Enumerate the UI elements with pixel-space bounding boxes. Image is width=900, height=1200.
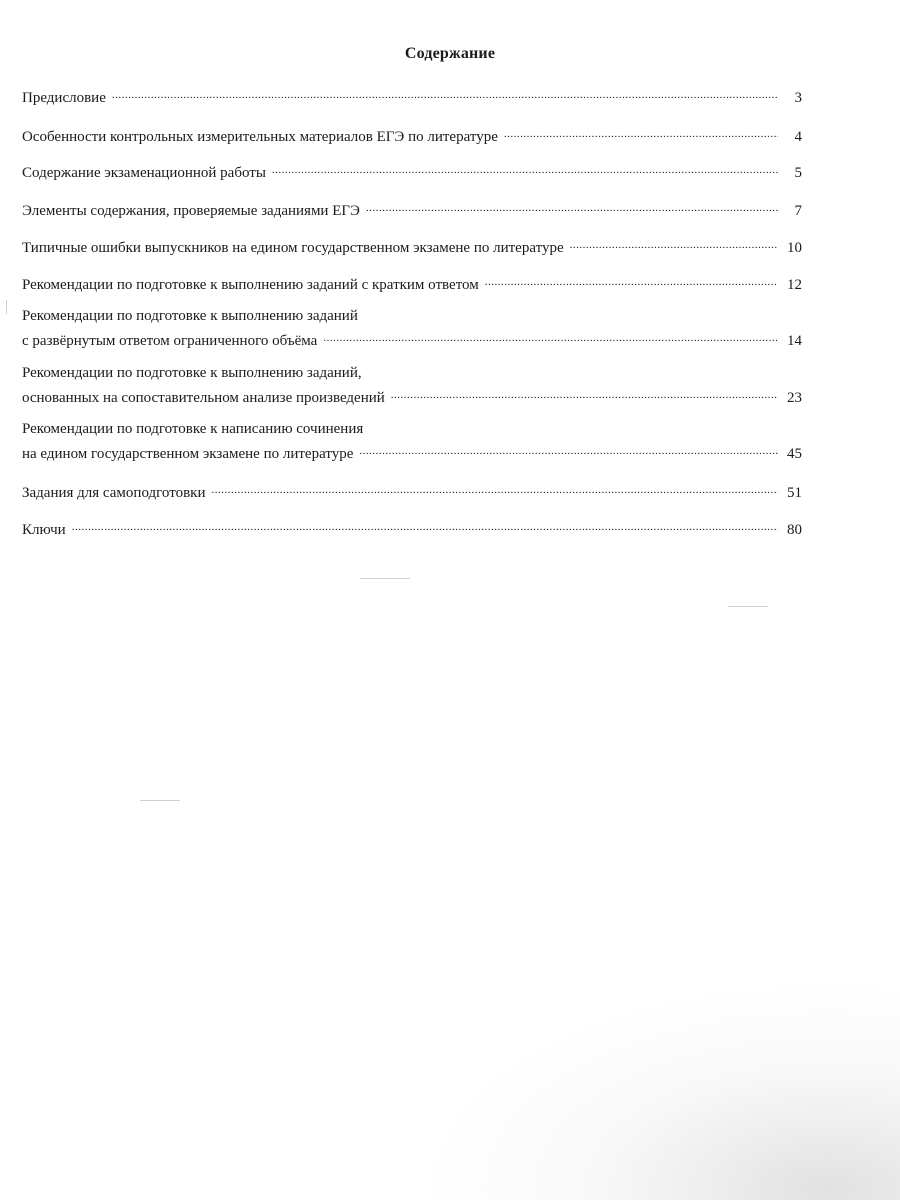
scan-mark [360, 578, 410, 579]
scan-mark [6, 300, 7, 314]
leader-dots [112, 83, 778, 102]
toc-entry [22, 122, 802, 147]
toc-entry-page: 5 [794, 165, 802, 181]
toc-entry-label: Задания для самоподготовки [22, 485, 206, 501]
toc-entry-label: на едином государственном экзамене по литературе [22, 446, 354, 462]
toc-entry-page: 10 [787, 240, 802, 256]
toc-entry-label: Содержание экзаменационной работы [22, 165, 266, 181]
page-shadow [420, 980, 900, 1200]
toc-entry-label: Рекомендации по подготовке к выполнению заданий [22, 308, 358, 324]
toc-entry [22, 196, 802, 221]
leader-dots [212, 478, 779, 497]
leader-dots [72, 515, 778, 534]
toc-entry [22, 420, 802, 464]
toc-entry [22, 364, 802, 408]
toc-entry-page: 45 [787, 446, 802, 462]
toc-entry-label: Типичные ошибки выпускников на едином государственном экзамене по литературе [22, 240, 564, 256]
leader-dots [272, 158, 778, 177]
toc-entry [22, 233, 802, 258]
toc-entry-label: с развёрнутым ответом ограниченного объёма [22, 333, 318, 349]
toc-entry-label: Рекомендации по подготовке к выполнению заданий, [22, 365, 362, 381]
toc-entry-label: Элементы содержания, проверяемые заданиями ЕГЭ [22, 203, 360, 219]
toc-entry-page: 7 [794, 203, 802, 219]
scan-mark [140, 800, 180, 801]
toc-entry [22, 83, 802, 108]
scan-mark [728, 606, 768, 607]
toc-entry-label: Ключи [22, 522, 66, 538]
toc-entry-page: 12 [787, 277, 802, 293]
toc-entry-page: 51 [787, 485, 802, 501]
leader-dots [570, 233, 778, 252]
leader-dots [504, 122, 778, 141]
toc-entry [22, 515, 802, 540]
leader-dots [366, 196, 778, 215]
leader-dots [391, 383, 778, 402]
toc-entry-label: Рекомендации по подготовке к написанию сочинения [22, 421, 364, 437]
toc-entry [22, 478, 802, 503]
toc-entry-page: 3 [794, 90, 802, 106]
toc-entry-page: 4 [794, 129, 802, 145]
leader-dots [323, 326, 778, 345]
toc-entry-label: Рекомендации по подготовке к выполнению заданий с кратким ответом [22, 277, 479, 293]
page-title: Содержание [404, 45, 496, 62]
toc-entry [22, 307, 802, 351]
toc-entry [22, 158, 802, 183]
toc-entry-label: основанных на сопоставительном анализе произведений [22, 390, 385, 406]
toc-entry-page: 80 [787, 522, 802, 538]
toc-entry-label: Особенности контрольных измерительных материалов ЕГЭ по литературе [22, 129, 498, 145]
toc-entry-page: 23 [787, 390, 802, 406]
toc-entry [22, 270, 802, 295]
toc-entry-page: 14 [787, 333, 802, 349]
leader-dots [485, 270, 778, 289]
leader-dots [359, 439, 778, 458]
toc-entry-label: Предисловие [22, 90, 106, 106]
